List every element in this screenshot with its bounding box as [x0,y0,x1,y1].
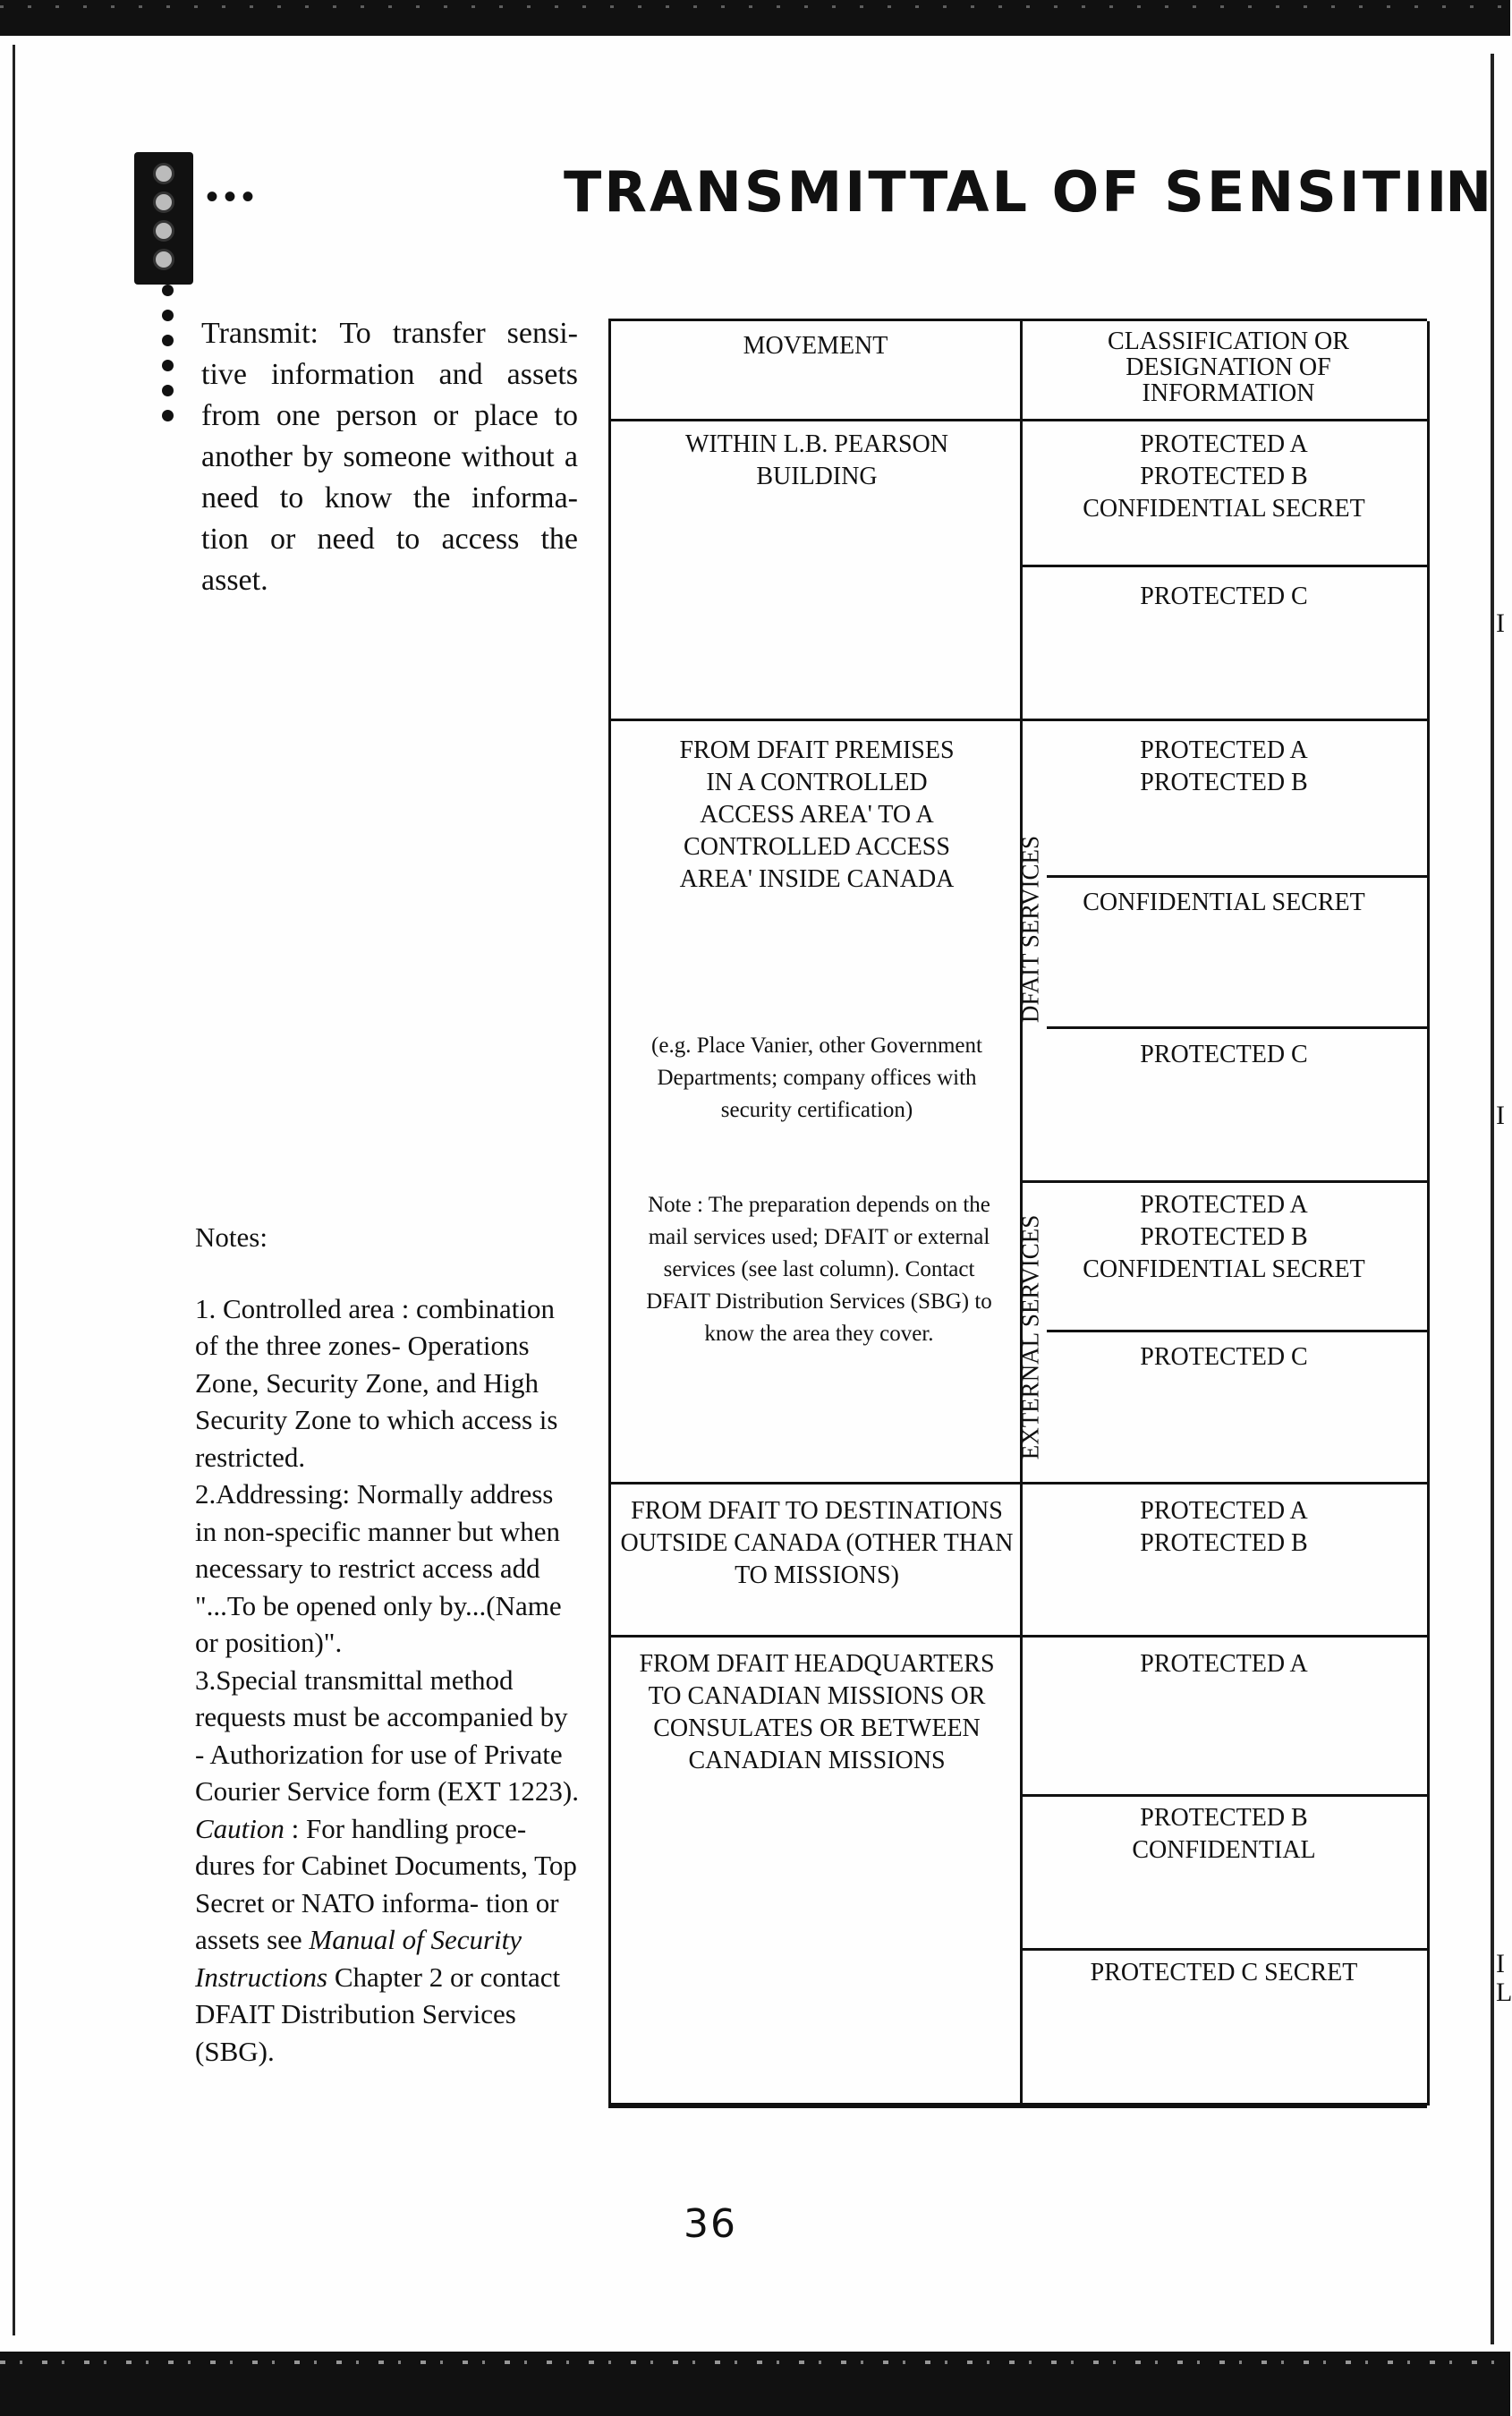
caution-label: Caution [195,1812,285,1844]
vertical-dots-icon [162,285,174,435]
movement-header: MOVEMENT [743,332,888,360]
caution-note: Caution : For handling proce- dures for Cabinet Documents, Top Secret or NATO informa- tion or assets see Manual of Security Instructions Chapter 2 or contact DFAIT Distribution Services (SBG). [195,1812,577,2067]
class-missions-1: PROTECTED A [1140,1650,1308,1678]
external-services-label: EXTERNAL SERVICES [1016,1214,1044,1460]
page-number: 36 [684,2201,737,2247]
movement-missions: FROM DFAIT HEADQUARTERS TO CANADIAN MISSIONS OR CONSULATES OR BETWEEN CANADIAN MISSIONS [639,1650,995,1774]
note-item: 1. Controlled area : combination of the three zones- Operations Zone, Security Zone, and High Security Zone to which access is restricted. [195,1292,558,1473]
cut-off-text: L [1496,1978,1512,2007]
movement-outside-canada: FROM DFAIT TO DESTINATIONS OUTSIDE CANADA (OTHER THAN TO MISSIONS) [620,1497,1014,1589]
notes-heading: Notes: [195,1221,268,1253]
dfait-services-label: DFAIT SERVICES [1016,835,1044,1024]
class-external-2: PROTECTED C [1140,1343,1308,1371]
manual-reference: Manual of Security Instructions [195,1924,522,1993]
classification-header: CLASSIFICATION OR DESIGNATION OF INFORMATION [1108,328,1349,407]
class-dfait-2: CONFIDENTIAL SECRET [1083,889,1365,916]
class-pearson-2: PROTECTED C [1140,583,1308,610]
page-title: TRANSMITTAL OF SENSITIIN [564,159,1491,225]
class-missions-3: PROTECTED C SECRET [1090,1959,1358,1986]
cut-off-text: I [1496,608,1505,638]
movement-pearson: WITHIN L.B. PEARSON BUILDING [685,430,948,490]
top-border-band [0,0,1510,36]
left-page-edge [13,45,15,2335]
class-dfait-3: PROTECTED C [1140,1041,1308,1068]
notes-section [195,1219,580,2070]
class-pearson-1: PROTECTED A PROTECTED B CONFIDENTIAL SECRET [1083,430,1365,523]
bottom-border-band [0,2352,1510,2416]
class-external-1: PROTECTED A PROTECTED B CONFIDENTIAL SECRET [1083,1191,1365,1283]
intro-definition: Transmit: To transfer sensi- tive information and assets from one person or place to another by someone without a need to know the informa- tion or need to access the asset. [201,317,578,597]
movement-premises: FROM DFAIT PREMISES IN A CONTROLLED ACCESS AREA' TO A CONTROLLED ACCESS AREA' INSIDE CANADA [679,736,955,893]
note-item: 2.Addressing: Normally address in non-specific manner but when necessary to restrict access add "...To be opened only by...(Name or position)". [195,1478,562,1658]
transmittal-table [608,319,1427,2108]
premises-note: Note : The preparation depends on the mail services used; DFAIT or external services (see last column). Contact DFAIT Distribution Services (SBG) to know the area they cover. [646,1193,992,1346]
class-dfait-1: PROTECTED A PROTECTED B [1140,736,1308,796]
note-item: 3.Special transmittal method requests must be accompanied by - Authorization for use of Private Courier Service form (EXT 1223). [195,1663,580,1807]
premises-example: (e.g. Place Vanier, other Government Departments; company offices with security certification) [651,1034,982,1122]
binder-tab-icon [134,152,193,285]
class-outside-canada: PROTECTED A PROTECTED B [1140,1497,1308,1557]
cut-off-text: I [1496,1101,1505,1130]
right-page-edge [1491,54,1494,2344]
class-missions-2: PROTECTED B CONFIDENTIAL [1132,1804,1316,1864]
cut-off-text: I [1496,1949,1505,1978]
dot-leader-icon: ••• [206,177,260,217]
